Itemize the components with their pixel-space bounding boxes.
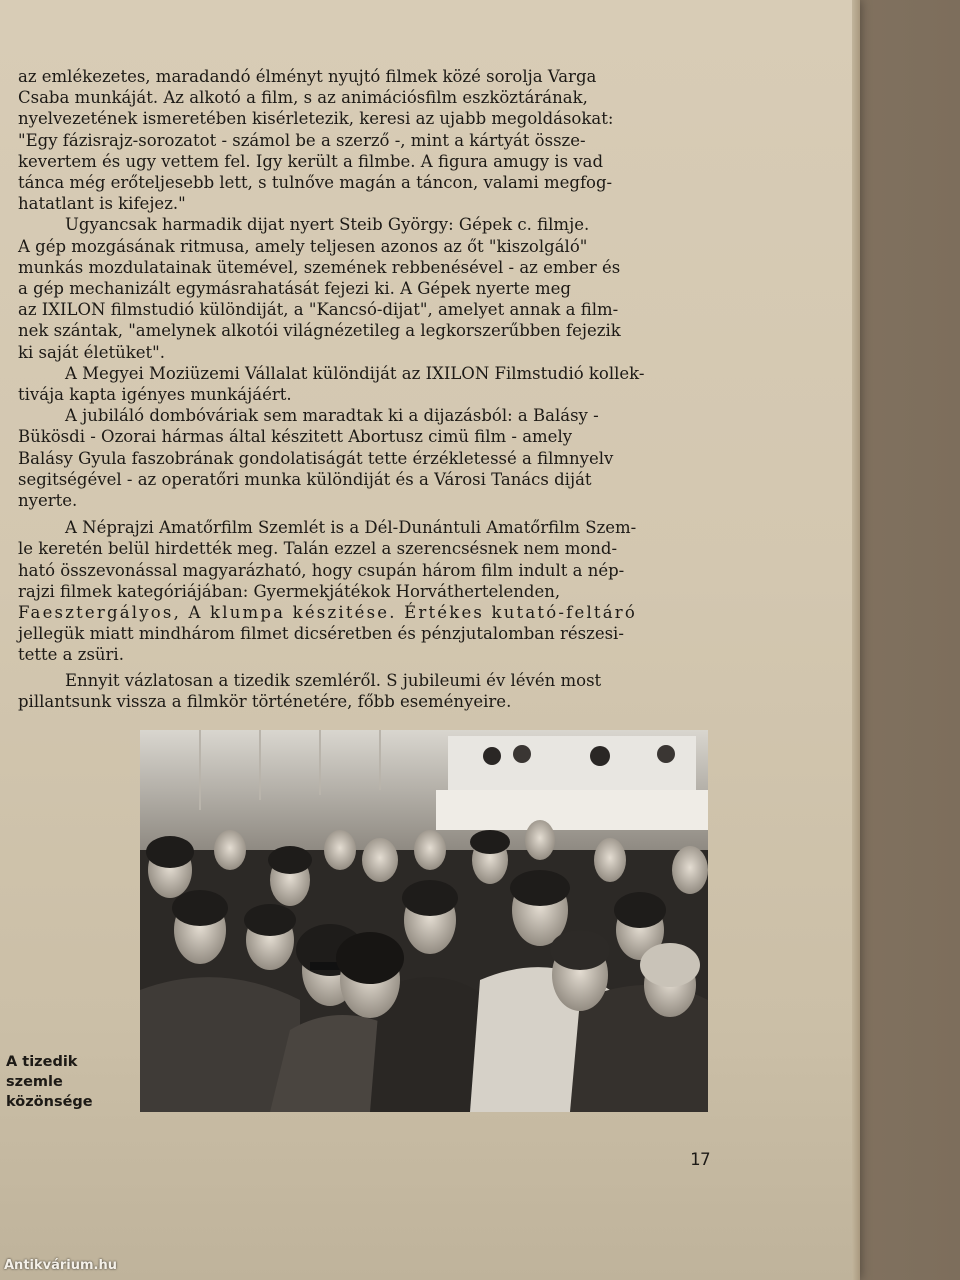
text-line: nyerte. bbox=[18, 491, 78, 511]
text-line: a gép mechanizált egymásrahatását fejezi ki. A Gépek nyerte meg bbox=[18, 279, 571, 299]
caption-line: A tizedik bbox=[6, 1054, 78, 1070]
watermark-logo: Antikvárium.hu bbox=[4, 1258, 117, 1273]
page-number: 17 bbox=[690, 1150, 711, 1170]
text-line: nyelvezetének ismeretében kisérletezik, keresi az ujabb megoldásokat: bbox=[18, 109, 614, 129]
text-line: rajzi filmek kategóriájában: Gyermekjátékok Horváthertelenden, bbox=[18, 581, 561, 601]
text-line: A Néprajzi Amatőrfilm Szemlét is a Dél-Dunántuli Amatőrfilm Szem- bbox=[65, 518, 637, 538]
text-line: hatatlant is kifejez." bbox=[18, 194, 186, 214]
text-line: segitségével - az operatőri munka különdiját és a Városi Tanács diját bbox=[18, 469, 592, 489]
text-line: az IXILON filmstudió különdiját, a "Kancsó-dijat", amelyet annak a film- bbox=[18, 300, 619, 320]
text-line: "Egy fázisrajz-sorozatot - számol be a szerző -, mint a kártyát össze- bbox=[18, 130, 586, 150]
paragraph-3 bbox=[18, 363, 708, 405]
text-line: le keretén belül hirdették meg. Talán ezzel a szerencsésnek nem mond- bbox=[18, 539, 618, 559]
text-line: jellegük miatt mindhárom filmet dicséretben és pénzjutalomban részesi- bbox=[18, 624, 624, 644]
text-line: tánca még erőteljesebb lett, s tulnőve magán a táncon, valami megfog- bbox=[18, 173, 613, 193]
text-line: az emlékezetes, maradandó élményt nyujtó filmek közé sorolja Varga bbox=[18, 67, 597, 86]
text-line: ható összevonással magyarázható, hogy csupán három film indult a nép- bbox=[18, 560, 625, 580]
text-line: tette a zsüri. bbox=[18, 645, 124, 665]
text-line: Ugyancsak harmadik dijat nyert Steib György: Gépek c. filmje. bbox=[65, 215, 590, 235]
paragraph-6 bbox=[18, 670, 708, 712]
text-line: ki saját életüket". bbox=[18, 342, 165, 362]
caption-line: szemle bbox=[6, 1074, 63, 1090]
text-line: nek szántak, "amelynek alkotói világnézetileg a legkorszerűbben fejezik bbox=[18, 321, 621, 341]
text-line: A jubiláló dombóváriak sem maradtak ki a dijazásból: a Balásy - bbox=[65, 406, 599, 426]
paragraph-1 bbox=[18, 66, 708, 214]
page-edge bbox=[852, 0, 860, 1280]
text-line: tivája kapta igényes munkájáért. bbox=[18, 385, 292, 405]
caption-line: közönsége bbox=[6, 1094, 93, 1110]
text-line: pillantsunk vissza a filmkör történetére, főbb eseményeire. bbox=[18, 691, 512, 711]
paragraph-2 bbox=[18, 214, 708, 362]
text-line: Ennyit vázlatosan a tizedik szemléről. S jubileumi év lévén most bbox=[65, 670, 602, 690]
body-text bbox=[18, 66, 708, 712]
text-line: kevertem és ugy vettem fel. Igy került a filmbe. A figura amugy is vad bbox=[18, 151, 604, 171]
text-line: A gép mozgásának ritmusa, amely teljesen azonos az őt "kiszolgáló" bbox=[18, 236, 588, 256]
paragraph-4 bbox=[18, 405, 708, 511]
text-line: munkás mozdulatainak ütemével, szemének rebbenésével - az ember és bbox=[18, 257, 621, 277]
text-line: Bükösdi - Ozorai hármas által készitett Abortusz cimü film - amely bbox=[18, 427, 573, 447]
text-line: Balásy Gyula faszobrának gondolatiságát tette érzékletessé a filmnyelv bbox=[18, 448, 614, 468]
text-line: Faesztergályos, A klumpa készitése. Értékes kutató-feltáró bbox=[18, 603, 638, 623]
photo-caption bbox=[6, 1052, 96, 1112]
paragraph-5 bbox=[18, 517, 708, 665]
text-line: A Megyei Moziüzemi Vállalat különdiját az IXILON Filmstudió kollek- bbox=[65, 363, 645, 383]
audience-photo-illustration bbox=[140, 730, 708, 1112]
text-line: Csaba munkáját. Az alkotó a film, s az animációsfilm eszköztárának, bbox=[18, 88, 588, 108]
audience-photo bbox=[140, 730, 708, 1112]
